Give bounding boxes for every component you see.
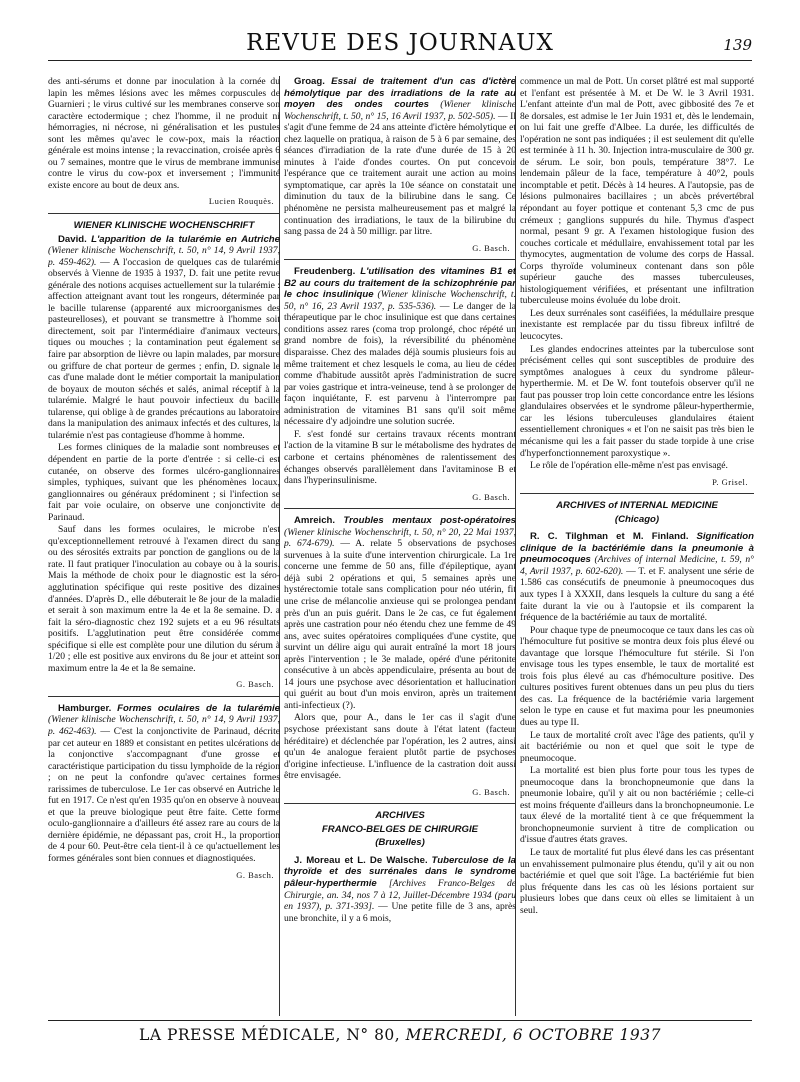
article-author: Freudenberg.	[294, 266, 356, 278]
article	[520, 531, 754, 623]
article-text: — Le danger de la thérapeutique par le choc insulinique est que dans certaines conditions assez rares (coma trop prolongé, choc répété un grand nombre de fois), la réversibilité du phénomène disparaisse. Chez des malades déjà soumis plusieurs fois au même traitement et chez lesquels le coma, au lieu de céder comme d'habitude aussitôt après l'administration de sucre par voies gastrique et intra-veineuse, tend à se prolonger de façon inquiétante, F. est parvenu à l'interrompre par administration de vitamines B1 sans qu'il soit même nécessaire d'y adjoindre une solution sucrée.	[284, 300, 516, 428]
article-author: Amreich.	[294, 515, 336, 527]
header-rule	[48, 60, 752, 61]
paragraph: Pour chaque type de pneumocoque ce taux dans les cas où l'hémoculture fut positive se montra deux fois plus élevé ou davantage que lorsque l'hémoculture fut stérile. Si l'on envisage tous les types ensemble, le taux de mortalité est trois fois plus élevé au cas d'hémoculture positive. Des cultures positives furent obtenues dans un peu plus du tiers des cas. La fréquence de la bactériémie varia largement selon le type en cause et fut maxima pour les pneumonies dues au type II.	[520, 624, 754, 728]
article	[48, 703, 280, 865]
article	[284, 266, 516, 428]
article-author: Groag.	[294, 76, 325, 87]
article-title: L'apparition de la tularémie en Autriche	[91, 233, 280, 245]
article	[284, 855, 516, 924]
footer	[0, 1026, 800, 1044]
paragraph: F. s'est fondé sur certains travaux récents montrant l'action de la vitamine B sur le métabolisme des hydrates de carbone et certains phénomènes de ralentissement des échanges observés parallèlement dans l'avitaminose B et dans l'hyperinsulinisme.	[284, 428, 516, 487]
article-separator	[284, 508, 516, 509]
signature: G. Basch.	[472, 242, 510, 253]
article-separator	[48, 213, 280, 214]
signature: G. Basch.	[236, 679, 274, 690]
footer-date: MERCREDI, 6 OCTOBRE 1937	[405, 1026, 661, 1044]
paragraph: Les formes cliniques de la maladie sont nombreuses et dépendent en partie de la porte d'entrée : si celle-ci est cutanée, on observe des formes ulcéro-ganglionnaires simples, typhiques, suivant que les phénomènes locaux, ganglionnaires ou généraux prédominent ; si l'infection se fait par voie oculaire, on observe une conjonctivite de Parinaud.	[48, 442, 280, 523]
article	[284, 76, 516, 238]
article-reference: (Wiener klinische Wochenschrift, t. 50, n° 15, 16 Avril 1937, p. 502-505).	[284, 99, 516, 122]
footer-rule	[48, 1020, 752, 1021]
paragraph: Alors que, pour A., dans le 1er cas il s'agit d'une psychose préexistant sans doute à l'état latent (facteur héréditaire) et déclenchée par l'opération, les 2 autres, ainsi qu'un 4e analogue feraient plutôt partie de psychoses d'origine infectieuse. L'influence de la castration doit aussi être envisagée.	[284, 712, 516, 782]
section-heading: ARCHIVES of INTERNAL MEDICINE	[556, 500, 718, 512]
article-text: — Il s'agit d'une femme de 24 ans atteinte d'ictère hémolytique et chez laquelle on pratiqua, à raison de 5 à 6 par semaine, des séances d'irradiation de la rate d'une durée de 15 à 20 minutes à l'aide d'ondes courtes. On put concevoir l'espérance que ce traitement aurait une action au moins symptomatique, car après la 10e séance on constatait une diminution du taux de la bilirubine dans le sang. Ce phénomène ne persista malheureusement pas et malgré la continuation des irradiations, le taux de la bilirubine du sang passa de 24 à 50 milligr. par litre.	[284, 110, 516, 238]
article-text: — A l'occasion de quelques cas de tularémie observés à Vienne de 1935 à 1937, D. fait une petite revue générale des notions acquises actuellement sur la tularémie : affection atteignant avant tout les rongeurs, déterminée par le bacille tularense (apparenté aux microorganismes des pasteurelloses), et pouvant se transmettre à l'homme soit directement, soit par l'intermédiaire d'animaux vecteurs, tiques ou mouches ; la contamination peut également se faire par absorption de lièvre ou lapin malades, par morsure ou griffure de chat porteur de germes ; enfin, D. signale le cas d'une malade dont le métier comportait la manipulation de boyaux de mouton séchés et salés, animal réceptif à la tularémie. Malgré le haut pouvoir infectieux du bacille tularense, qui oblige à de grandes précautions au laboratoire dans la manipulation des animaux infectés et des cultures, la tularémie n'est pas contagieuse d'homme à homme.	[48, 256, 280, 441]
section-location: (Chicago)	[614, 513, 660, 525]
article-separator	[520, 493, 754, 494]
page-number: 139	[723, 36, 752, 54]
article	[284, 515, 516, 711]
article-title: Troubles mentaux post-opératoires	[343, 515, 516, 527]
article-reference: (Wiener klinische Wochenschrift, t. 50, n° 14, 9 Avril 1937, p. 459-462).	[48, 245, 280, 268]
signature: G. Basch.	[472, 491, 510, 502]
article-text: — C'est la conjonctivite de Parinaud, décrite par cet auteur en 1889 et consistant en petites ulcérations de la conjonctive s'accompagnant d'une grosse et caractéristique participation du tissu lymphoïde de la région ; on ne peut la confondre qu'avec certaines formes rarissimes de tuberculose. Le 1er cas observé en Autriche le fut en 1917. Ce n'est qu'en 1935 qu'on en observe à nouveau et que la preuve biologique peut être faite. Cette forme oculo-ganglionnaire a d'ailleurs été assez rare au cours de la dernière épidémie, ne dépassant pas, croit H., la proportion de 4 pour 60. Peut-être cela tient-il à ce qu'actuellement les formes générales sont bien connues et diagnostiquées.	[48, 725, 280, 864]
signature: G. Basch.	[472, 786, 510, 797]
footer-journal: LA PRESSE MÉDICALE, N° 80,	[139, 1026, 401, 1044]
paragraph: Sauf dans les formes oculaires, le microbe n'est qu'exceptionnellement retrouvé à l'examen direct du sang ou des sérosités extraits par ponction de ganglions ou de la rate. Il faut pratiquer l'inoculation au cobaye ou à la souris. Mais la méthode de choix pour le diagnostic est la séro-agglutination spécifique qui reste positive des dizaines d'années. D'après D., elle débuterait le 8e jour de la maladie et serait à son maximum entre la 4e et la 8e semaine. D. a fait la séro-diagnostic chez 192 sujets et a eu 96 résultats positifs. L'agglutination peut être considérée comme spécifique si elle est complète pour une dilution du sérum à 1/20 ; elle est positive aux environs du 8e jour et atteint son maximum entre la 4e et la 8e semaine.	[48, 524, 280, 674]
signature: G. Basch.	[236, 869, 274, 880]
running-title: REVUE DES JOURNAUX	[246, 30, 554, 56]
article-title: Signification clinique de la bactériémie dans la pneumonie à pneumocoques	[520, 531, 754, 566]
article-text: — A. relate 5 observations de psychoses survenues à la suite d'une intervention chirurgicale. La 1re concerne une femme de 50 ans, fille d'épileptique, ayant déjà subi 2 opérations et qui, 5 semaines après une hystérectomie totale sans complication pour néo utérin, fit une crise de mélancolie anxieuse qui se prolongea pendant près d'un an puis guérit. Dans le 2e cas, ce fut également après une castration pour néo étendu chez une femme de 49 ans, avec suites opératoires compliquées d'une cystite, que survint un délire aigu qui aurait entraîné la mort 18 jours après l'intervention ; le 3e malade, opéré d'une péritonite consécutive à un abcès appendiculaire, présenta au bout de 14 jours une psychose avec désorientation et hallucination qui guérit au bout d'un mois environ, après un traitement anti-infectieux (?).	[284, 538, 516, 711]
section-heading: ARCHIVES	[375, 810, 425, 822]
paragraph: Le taux de mortalité croît avec l'âge des patients, qu'il y ait bactériémie ou non et quel que soit le type de pneumocoque.	[520, 729, 754, 764]
article-reference: (Wiener klinische Wochenschrift, t. 50, n° 16, 23 Avril 1937, p. 535-536).	[284, 289, 516, 312]
signature: Lucien Rouquès.	[208, 196, 274, 207]
article-author: David.	[58, 233, 87, 245]
article-reference: (Archives of internal Medicine, t. 59, n° 4, Avril 1937, p. 602-620).	[520, 554, 754, 577]
article-reference: (Wiener klinische Wochenschrift, t. 50, n° 14, 9 Avril 1937, p. 462-463).	[48, 714, 280, 737]
article-reference: (Wiener klinische Wochenschrift, t. 50, n° 20, 22 Mai 1937, p. 674-679).	[284, 526, 516, 550]
article-reference: [Archives Franco-Belges de Chirurgie, an. 34, nos 7 à 12, Juillet-Décembre 1934 (paru en 1937), p. 371-393].	[284, 878, 516, 913]
article-author: R. C. Tilghman et M. Finland.	[530, 531, 689, 543]
paragraph: Le rôle de l'opération elle-même n'est pas envisagé.	[530, 460, 728, 472]
article-title: L'utilisation des vitamines B1 et B2 au cours du traitement de la schizophrénie par le choc insulinique	[284, 266, 516, 301]
article-separator	[48, 696, 280, 697]
column-1	[48, 76, 280, 1016]
article-title: Tuberculose de la thyroïde et des surrénales dans le syndrome pâleur-hyperthermie	[284, 854, 516, 889]
article-separator	[284, 803, 516, 804]
column-2	[284, 76, 516, 1016]
section-location: (Bruxelles)	[375, 837, 425, 849]
column-3	[520, 76, 754, 1016]
paragraph: Les glandes endocrines atteintes par la tuberculose sont précisément celles qui sont susceptibles de produire des symptômes analogues à ceux du syndrome pâleur-hyperthermie. M. et De W. font toutefois observer qu'il ne faut pas pousser trop loin cette concordance entre les lésions glandulaires observées et le syndrome pâleur-hyperthermie, car les lésions tuberculeuses glandulaires étaient essentiellement chroniques « et l'on ne saisit pas très bien le mécanisme qui les a fait passer du stade torpide à une crise d'hyperfonctionnement paroxystique ».	[520, 343, 754, 459]
paragraph: Le taux de mortalité fut plus élevé dans les cas présentant un envahissement pulmonaire plus étendu, qu'il y ait ou non bactériémie et quel que soit l'âge. La bactériémie fut bien plus fréquente dans les cas où les lésions portaient sur plusieurs lobes que dans ceux où elles se limitaient à un seul.	[520, 847, 754, 916]
paragraph: des anti-sérums et donne par inoculation à la cornée du lapin les mêmes lésions avec les mêmes corpuscules de Guarnieri ; le virus cultivé sur les membranes conserve son caractère ectodermique ; chez l'homme, il ne produit ni hémorragies, ni nécrose, ni généralisation et les pustules sont les mêmes qu'avec le cow-pox, mais la réaction générale est moins intense ; la revaccination, croisée après 6 ou 7 semaines, montre que le virus de membrane immunise contre le virus du cow-pox et inversement ; l'immunité existe encore au bout de deux ans.	[48, 76, 280, 191]
paragraph: Les deux surrénales sont caséifiées, la médullaire presque inexistante est remplacée par du tissu fibreux infiltré de leucocytes.	[520, 307, 754, 343]
section-heading: WIENER KLINISCHE WOCHENSCHRIFT	[73, 220, 255, 232]
paragraph: La mortalité est bien plus forte pour tous les types de pneumocoque dans la bronchopneumonie que dans la pneumonie lobaire, qu'il y ait ou non bactériémie ; celle-ci est moins fréquente d'ailleurs dans la bronchopneumonie. Le taux élevé de la mortalité tient à ce que fréquemment la bronchopneumonie survient à titre de complication ou d'issue d'autres états graves.	[520, 765, 754, 846]
article	[48, 234, 280, 442]
article-text: — Une petite fille de 3 ans, après une bronchite, il y a 6 mois,	[284, 901, 516, 924]
article-title: Formes oculaires de la tularémie	[117, 702, 280, 714]
paragraph: commence un mal de Pott. Un corset plâtré est mal supporté et l'enfant est présentée à M. et De W. le 3 Avril 1931. L'enfant atteinte d'un mal de Pott, avec gibbosité des 7e et 8e dorsales, est admise le 1er Juin 1931 et, dès le lendemain, on lui fait une greffe d'Albee. La durée, les difficultés de l'opération ne sont pas indiquées ; il est seulement dit qu'elle est terminée à 11 h. 30. Injection intra-musculaire de 300 gr. de sérum. Le soir, bon pouls, température 38°7. Le lendemain pâleur de la face, température à 40°2, pouls incomptable et petit. Décès à 14 heures. A l'autopsie, pas de lésions pulmonaires bacillaires ; un abcès prévertébral répondant au foyer pottique et contenant 5,3 cmc de pus crémeux ; ganglions suppurés du hile. Thymus d'aspect normal, pesant 9 gr. A l'examen histologique fusion des couches corticale et médullaire, envahissement total par les thymocytes, augmentation de volume des corps de Hassal. Corps thyroïde volumineux contenant dans son pôle supérieur gauche des masses tuberculeuses, histologiquement vérifiées, et présentant une infiltration tuberculeuse moins évoluée du lobe droit.	[520, 76, 754, 307]
article-separator	[284, 259, 516, 260]
article-author: J. Moreau et L. De Walsche.	[294, 854, 428, 866]
article-text: — T. et F. analysent une série de 1.586 cas consécutifs de pneumonie à pneumocoques dus aux types I à XXXII, dans lesquels la culture du sang a été faite durant la vie ou à l'autopsie et ils comparent la fréquence de la bactériémie au taux de mortalité.	[520, 565, 754, 624]
signature: P. Grisel.	[712, 476, 748, 487]
section-subheading: FRANCO-BELGES DE CHIRURGIE	[321, 823, 479, 835]
article-author: Hamburger.	[58, 702, 112, 714]
article-title: Essai de traitement d'un cas d'ictère hémolytique par des irradiations de la rate au moyen des ondes courtes	[284, 76, 516, 111]
